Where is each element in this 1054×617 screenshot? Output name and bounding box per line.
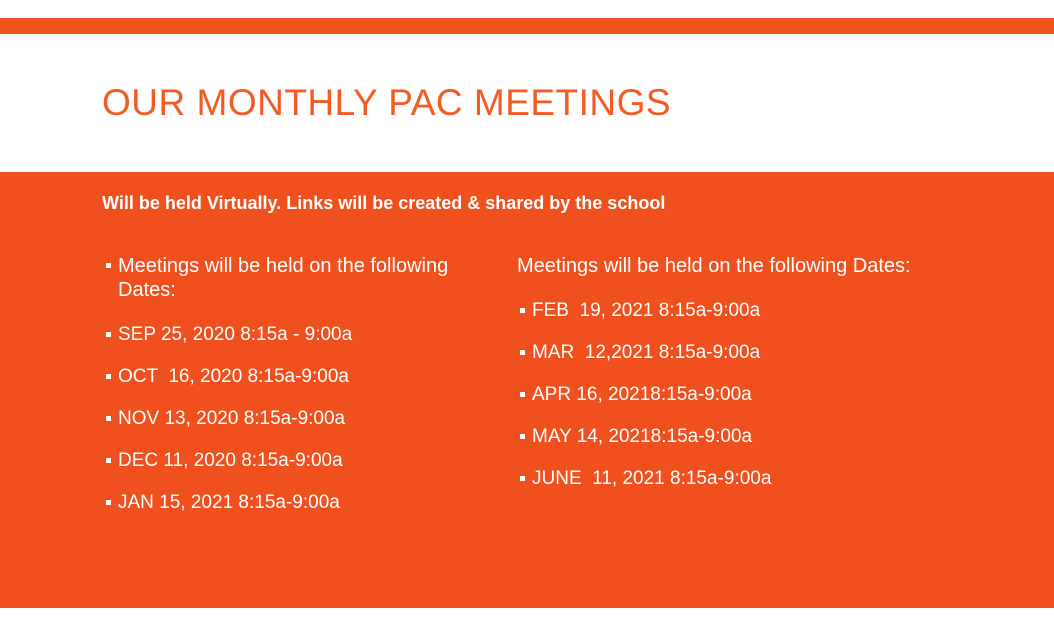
meeting-date: MAR 12,2021 8:15a-9:00a	[532, 342, 761, 363]
square-bullet-icon	[106, 458, 111, 463]
meeting-date: NOV 13, 2020 8:15a-9:00a	[118, 408, 346, 429]
left-intro-text: Meetings will be held on the following Dates:	[118, 255, 454, 301]
square-bullet-icon	[520, 434, 525, 439]
content-panel	[0, 172, 1054, 608]
list-item	[103, 450, 503, 472]
square-bullet-icon	[520, 308, 525, 313]
right-intro-text: Meetings will be held on the following Dates:	[517, 255, 911, 277]
square-bullet-icon	[106, 416, 111, 421]
list-item	[103, 324, 503, 346]
meeting-date: MAY 14, 20218:15a-9:00a	[532, 426, 753, 447]
meeting-date: JAN 15, 2021 8:15a-9:00a	[118, 492, 340, 513]
right-column	[517, 254, 937, 510]
list-item	[517, 426, 937, 448]
top-accent-bar	[0, 18, 1054, 34]
list-item	[517, 342, 937, 364]
meeting-date: DEC 11, 2020 8:15a-9:00a	[118, 450, 343, 471]
list-item	[517, 384, 937, 406]
list-item	[517, 300, 937, 322]
list-item	[103, 492, 503, 514]
square-bullet-icon	[106, 374, 111, 379]
square-bullet-icon	[106, 332, 111, 337]
square-bullet-icon	[106, 500, 111, 505]
meeting-date: FEB 19, 2021 8:15a-9:00a	[532, 300, 761, 321]
square-bullet-icon	[520, 350, 525, 355]
square-bullet-icon	[106, 263, 111, 268]
square-bullet-icon	[520, 392, 525, 397]
slide-title: OUR MONTHLY PAC MEETINGS	[102, 82, 672, 123]
list-item	[517, 468, 937, 490]
left-column	[103, 254, 503, 534]
meeting-date: OCT 16, 2020 8:15a-9:00a	[118, 366, 349, 387]
meeting-date: APR 16, 20218:15a-9:00a	[532, 384, 752, 405]
list-item	[103, 366, 503, 388]
right-intro	[517, 254, 937, 278]
list-item	[103, 408, 503, 430]
meeting-date: SEP 25, 2020 8:15a - 9:00a	[118, 324, 353, 345]
meeting-date: JUNE 11, 2021 8:15a-9:00a	[532, 468, 772, 489]
left-intro	[103, 254, 503, 302]
subtitle: Will be held Virtually. Links will be created & shared by the school	[102, 193, 666, 213]
square-bullet-icon	[520, 476, 525, 481]
